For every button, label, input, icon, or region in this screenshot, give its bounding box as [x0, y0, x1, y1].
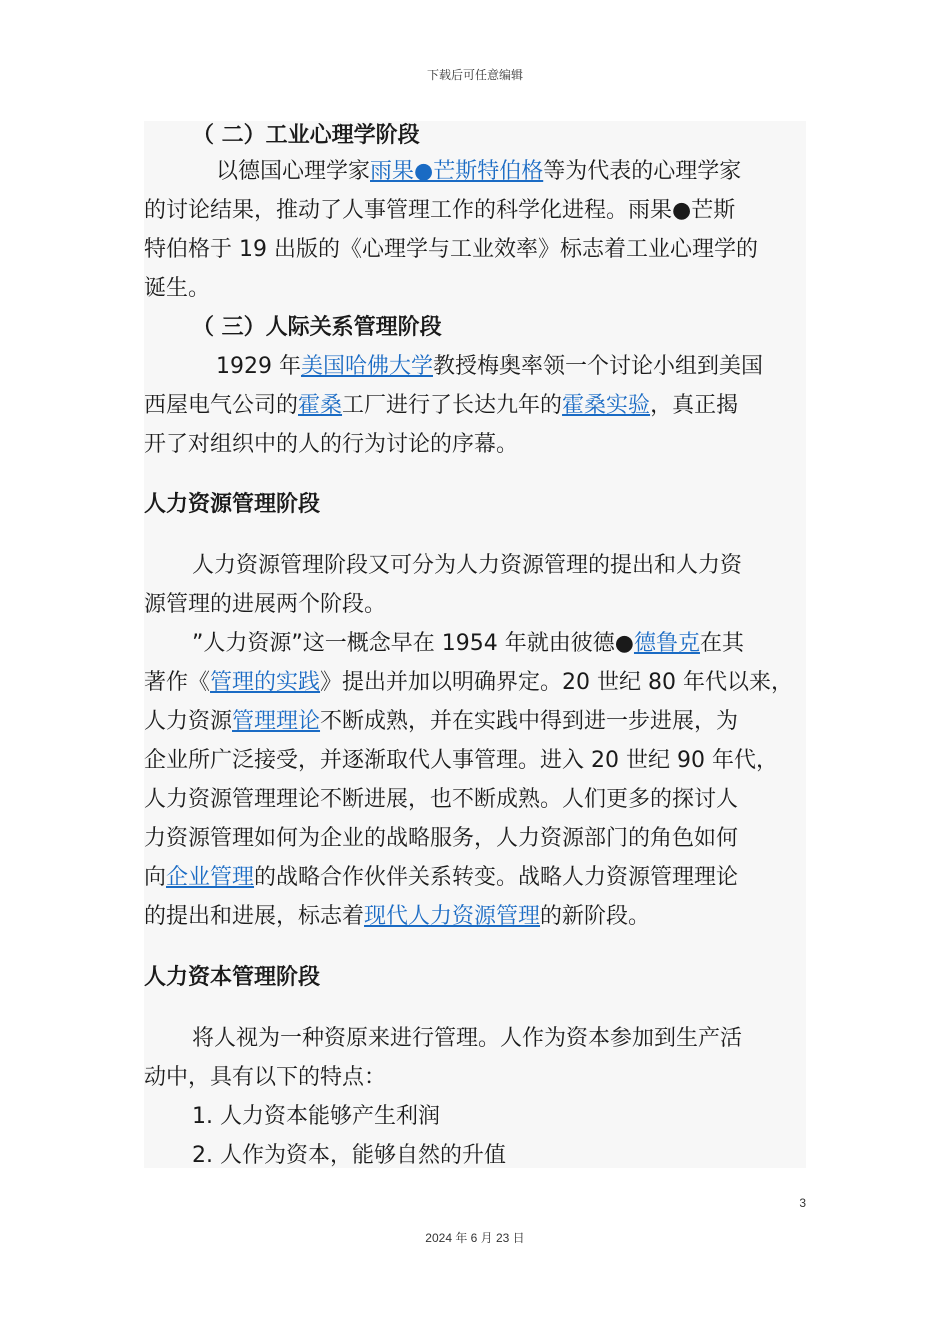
paragraph-line: ”人力资源”这一概念早在 1954 年就由彼德●德鲁克在其: [192, 631, 744, 656]
paragraph-line: 西屋电气公司的霍桑工厂进行了长达九年的霍桑实验，真正揭: [144, 393, 739, 418]
paragraph-line: 的提出和进展，标志着现代人力资源管理的新阶段。: [144, 904, 651, 929]
paragraph-line: 人力资源管理理论不断成熟，并在实践中得到进一步进展，为: [144, 709, 739, 734]
link-enterprise-management[interactable]: 企业管理: [166, 865, 255, 890]
link-harvard[interactable]: 美国哈佛大学: [300, 354, 433, 379]
paragraph-line: 将人视为一种资原来进行管理。人作为资本参加到生产活: [192, 1026, 743, 1051]
page-number: 3: [799, 1196, 806, 1210]
list-item: 1. 人力资本能够产生利润: [192, 1104, 440, 1129]
paragraph-line: 著作《管理的实践》提出并加以明确界定。20 世纪 80 年代以来，: [144, 670, 794, 695]
document-body: [144, 121, 806, 1168]
paragraph-line: 源管理的进展两个阶段。: [144, 592, 387, 617]
section-heading-human-capital: 人力资本管理阶段: [144, 965, 321, 990]
list-item: 2. 人作为资本，能够自然的升值: [192, 1143, 506, 1168]
paragraph-line: 1929 年美国哈佛大学教授梅奥率领一个讨论小组到美国: [216, 354, 764, 379]
page-footer-date: 2024 年 6 月 23 日: [425, 1231, 525, 1245]
section-heading-human-relations: （ 三）人际关系管理阶段: [192, 315, 442, 340]
link-management-theory[interactable]: 管理理论: [232, 709, 321, 734]
section-heading-industrial-psychology: （ 二）工业心理学阶段: [192, 123, 420, 148]
link-drucker[interactable]: 德鲁克: [633, 631, 700, 656]
paragraph-line: 以德国心理学家雨果●芒斯特伯格等为代表的心理学家: [216, 159, 742, 184]
paragraph-line: 企业所广泛接受，并逐渐取代人事管理。进入 20 世纪 90 年代，: [144, 748, 778, 773]
paragraph-line: 开了对组织中的人的行为讨论的序幕。: [144, 432, 519, 457]
paragraph-line: 特伯格于 19 出版的《心理学与工业效率》标志着工业心理学的: [144, 237, 758, 262]
page-header: 下载后可任意编辑: [426, 68, 523, 82]
paragraph-line: 人力资源管理阶段又可分为人力资源管理的提出和人力资: [192, 553, 743, 578]
paragraph-line: 向企业管理的战略合作伙伴关系转变。战略人力资源管理理论: [144, 865, 739, 890]
link-hawthorne[interactable]: 霍桑: [298, 393, 343, 418]
link-hawthorne-experiment[interactable]: 霍桑实验: [562, 393, 651, 418]
paragraph-line: 动中，具有以下的特点：: [144, 1065, 387, 1090]
link-practice-of-management[interactable]: 管理的实践: [210, 670, 321, 695]
paragraph-line: 的讨论结果，推动了人事管理工作的科学化进程。雨果●芒斯: [144, 198, 736, 223]
paragraph-line: 力资源管理如何为企业的战略服务，人力资源部门的角色如何: [144, 826, 739, 851]
paragraph-line: 人力资源管理理论不断进展，也不断成熟。人们更多的探讨人: [144, 787, 739, 812]
paragraph-line: 诞生。: [144, 276, 211, 301]
section-heading-hr-management: 人力资源管理阶段: [144, 492, 321, 517]
link-munsterberg[interactable]: 雨果●芒斯特伯格: [370, 159, 544, 184]
link-modern-hrm[interactable]: 现代人力资源管理: [364, 904, 541, 929]
